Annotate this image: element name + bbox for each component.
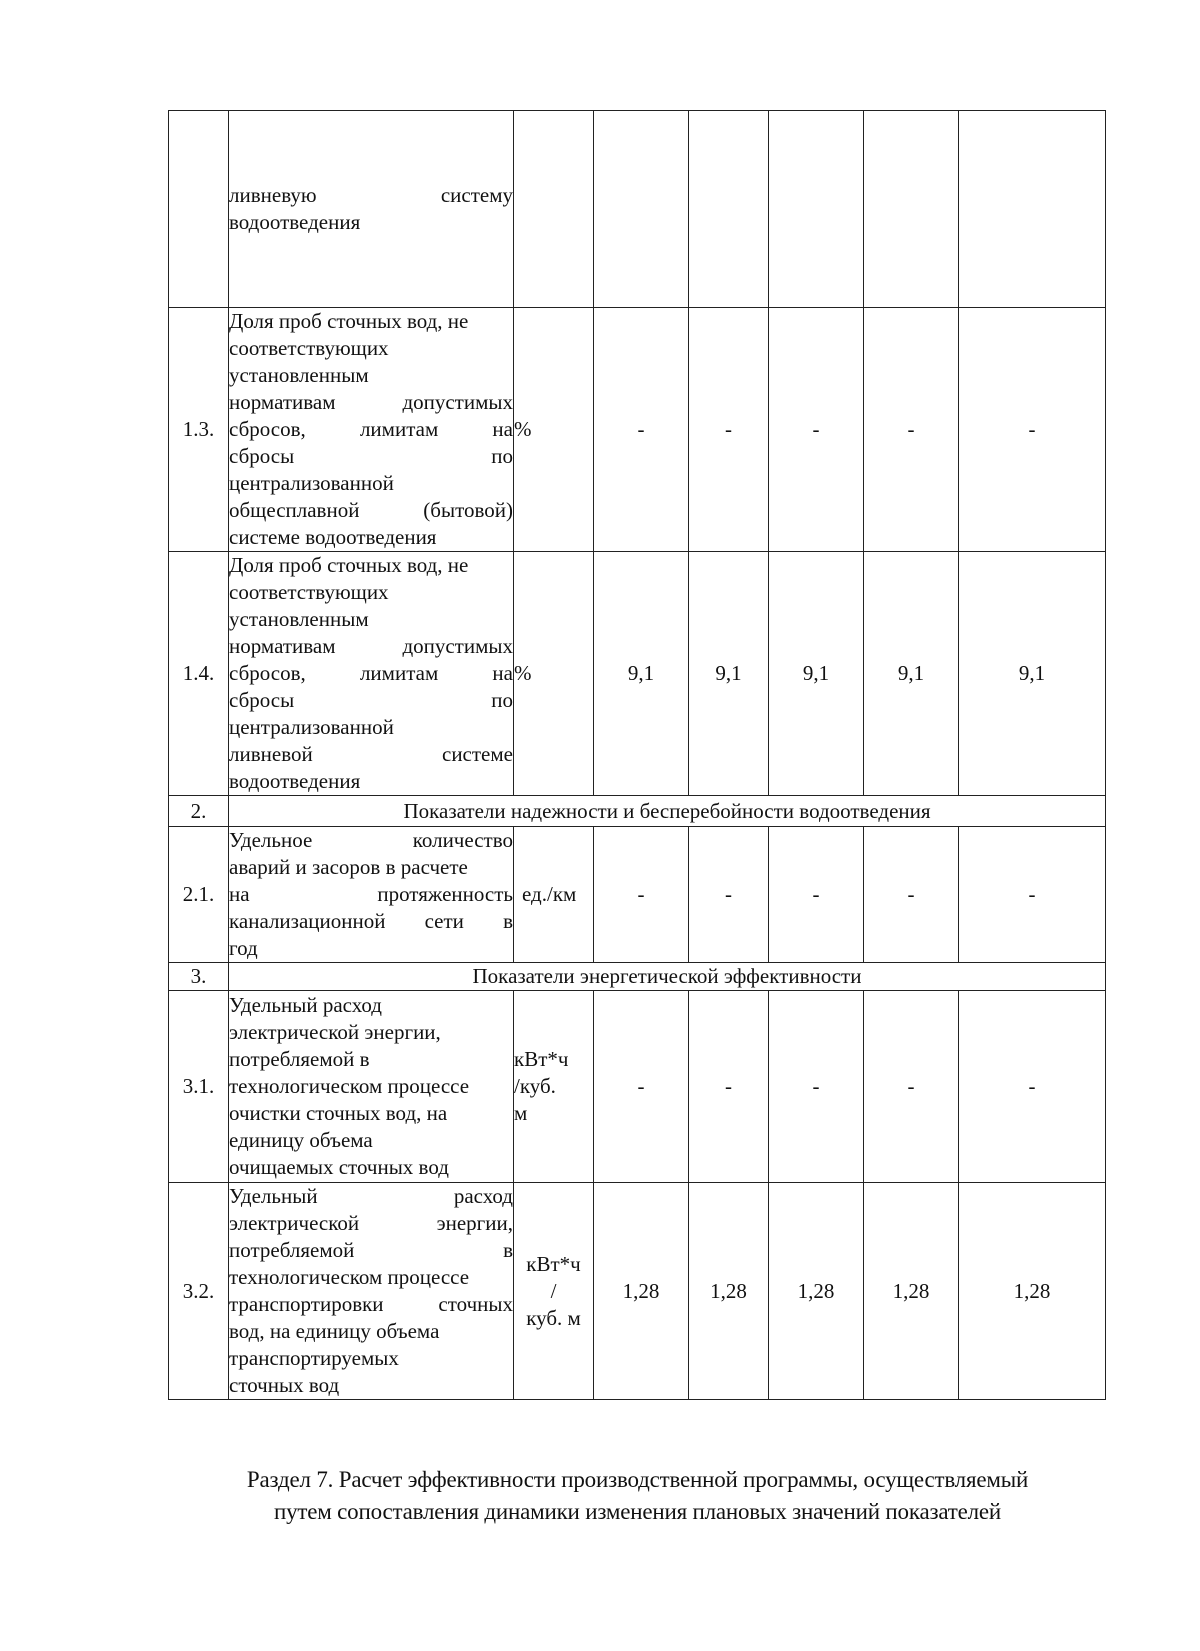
description-word: системе [442, 742, 513, 766]
section-number: 2. [169, 796, 229, 827]
description-word: сбросов, [229, 417, 306, 441]
description-line [229, 497, 513, 524]
description-word: потребляемой в [229, 1047, 370, 1071]
description-word: электрической [229, 1211, 360, 1235]
description-word: Доля проб сточных вод, не [229, 553, 469, 577]
description-line [229, 1183, 513, 1210]
unit-cell: ед./км [514, 827, 594, 963]
description-line [229, 768, 513, 795]
description-line [229, 308, 513, 335]
value-cell: 9,1 [769, 552, 864, 796]
description-word: сети [424, 909, 464, 933]
description-word: (бытовой) [423, 498, 513, 522]
unit-line: м [514, 1101, 528, 1125]
description-line [229, 470, 513, 497]
description-word: Удельный [229, 1184, 318, 1208]
value-cell: 1,28 [769, 1183, 864, 1400]
description-word: потребляемой [229, 1238, 355, 1262]
unit-line: /куб. [514, 1074, 556, 1098]
value-cell: - [689, 308, 769, 552]
value-cell: - [959, 991, 1106, 1183]
description-line [229, 992, 513, 1019]
description-word: сточных вод [229, 1373, 340, 1397]
description-word: установленным [229, 607, 369, 631]
value-cell: 9,1 [594, 552, 689, 796]
description-word: на [492, 417, 513, 441]
row-number-cell: 2.1. [169, 827, 229, 963]
row-number-cell: 1.4. [169, 552, 229, 796]
description-word: общесплавной [229, 498, 360, 522]
value-cell: - [959, 827, 1106, 963]
description-line [229, 182, 513, 209]
unit-cell [514, 1183, 594, 1400]
description-line [229, 854, 513, 881]
description-line [229, 1073, 513, 1100]
section-row-2 [169, 796, 1106, 827]
section-title: Показатели надежности и бесперебойности водоотведения [229, 796, 1106, 827]
description-line [229, 362, 513, 389]
description-line [229, 1046, 513, 1073]
value-cell: - [689, 991, 769, 1183]
indicator-description [229, 827, 514, 963]
value-cell: - [959, 308, 1106, 552]
description-word: расход [453, 1184, 513, 1208]
indicator-description [229, 552, 514, 796]
description-word: водоотведения [229, 210, 361, 234]
value-cell: 9,1 [959, 552, 1106, 796]
section-7-heading [150, 1464, 1125, 1528]
table-row-1-4 [169, 552, 1106, 796]
description-word: сбросов, [229, 661, 306, 685]
description-word: установленным [229, 363, 369, 387]
description-line [229, 1372, 513, 1399]
description-word: очищаемых сточных вод [229, 1155, 449, 1179]
unit-line: куб. м [526, 1305, 581, 1330]
description-line [229, 827, 513, 854]
value-cell: 9,1 [689, 552, 769, 796]
description-word: систему [440, 183, 513, 207]
description-line [229, 579, 513, 606]
row-number-cell [169, 111, 229, 308]
description-line [229, 687, 513, 714]
description-word: аварий и засоров в расчете [229, 855, 468, 879]
description-line [229, 908, 513, 935]
unit-line: кВт*ч [514, 1047, 569, 1071]
description-word: водоотведения [229, 769, 361, 793]
description-line [229, 1100, 513, 1127]
table-row-3-2 [169, 1183, 1106, 1400]
indicators-table [168, 110, 1106, 1400]
description-word: сточных [438, 1292, 513, 1316]
description-word: на [492, 661, 513, 685]
description-line [229, 741, 513, 768]
description-word: Доля проб сточных вод, не [229, 309, 469, 333]
value-cell: - [594, 308, 689, 552]
unit-cell [514, 991, 594, 1183]
section-row-3 [169, 963, 1106, 991]
description-line [229, 1318, 513, 1345]
description-word: вод, на единицу объема [229, 1319, 440, 1343]
description-word: количество [412, 828, 513, 852]
description-line [229, 660, 513, 687]
value-cell: 1,28 [959, 1183, 1106, 1400]
description-word: нормативам [229, 634, 336, 658]
description-word: технологическом процессе [229, 1265, 470, 1289]
indicator-description [229, 308, 514, 552]
value-cell: - [864, 827, 959, 963]
unit-cell: % [514, 552, 594, 796]
heading-line-1: Раздел 7. Расчет эффективности производственной программы, осуществляемый [246, 1467, 1029, 1492]
description-word: электрической энергии, [229, 1020, 441, 1044]
row-number-cell: 3.2. [169, 1183, 229, 1400]
description-word: соответствующих [229, 580, 389, 604]
indicator-description [229, 111, 514, 308]
description-line [229, 881, 513, 908]
description-line [229, 1345, 513, 1372]
description-line [229, 389, 513, 416]
description-word: сбросы [229, 444, 295, 468]
section-title: Показатели энергетической эффективности [229, 963, 1106, 991]
description-word: допустимых [402, 390, 513, 414]
description-line [229, 524, 513, 551]
description-word: Удельное [229, 828, 313, 852]
indicator-description [229, 1183, 514, 1400]
value-cell: 1,28 [864, 1183, 959, 1400]
description-line [229, 1237, 513, 1264]
description-line [229, 1291, 513, 1318]
section-number: 3. [169, 963, 229, 991]
description-line [229, 1210, 513, 1237]
description-word: централизованной [229, 715, 394, 739]
table-row-2-1 [169, 827, 1106, 963]
description-word: лимитам [359, 661, 439, 685]
table-row-continuation [169, 111, 1106, 308]
description-line [229, 633, 513, 660]
description-word: системе водоотведения [229, 525, 437, 549]
description-word: канализационной [229, 909, 386, 933]
description-word: транспортируемых [229, 1346, 399, 1370]
description-line [229, 714, 513, 741]
description-word: сбросы [229, 688, 295, 712]
description-line [229, 1019, 513, 1046]
description-word: лимитам [359, 417, 439, 441]
row-number-cell: 3.1. [169, 991, 229, 1183]
value-cell: - [864, 308, 959, 552]
unit-line: / [550, 1278, 557, 1303]
unit-cell: % [514, 308, 594, 552]
description-line [229, 1154, 513, 1181]
description-word: допустимых [402, 634, 513, 658]
unit-line: кВт*ч [526, 1251, 581, 1276]
description-word: в [503, 1238, 513, 1262]
description-word: ливневую [229, 183, 317, 207]
description-word: ливневой [229, 742, 313, 766]
description-line [229, 335, 513, 362]
description-word: транспортировки [229, 1292, 384, 1316]
table-row-1-3 [169, 308, 1106, 552]
description-word: соответствующих [229, 336, 389, 360]
value-cell: - [864, 991, 959, 1183]
indicator-description [229, 991, 514, 1183]
value-cell: - [769, 308, 864, 552]
value-cell: 9,1 [864, 552, 959, 796]
description-word: централизованной [229, 471, 394, 495]
description-word: Удельный расход [229, 993, 382, 1017]
value-cell: - [769, 827, 864, 963]
description-word: единицу объема [229, 1128, 373, 1152]
description-line [229, 606, 513, 633]
description-word: на [229, 882, 250, 906]
value-cell: - [769, 991, 864, 1183]
description-line [229, 1264, 513, 1291]
description-line [229, 443, 513, 470]
value-cell: 1,28 [689, 1183, 769, 1400]
table-row-3-1 [169, 991, 1106, 1183]
description-word: год [229, 936, 258, 960]
description-word: очистки сточных вод, на [229, 1101, 448, 1125]
description-line [229, 416, 513, 443]
description-word: энергии, [436, 1211, 513, 1235]
description-word: по [491, 688, 513, 712]
value-cell: - [594, 991, 689, 1183]
description-word: протяженность [377, 882, 513, 906]
description-line [229, 209, 513, 236]
row-number-cell: 1.3. [169, 308, 229, 552]
description-word: в [503, 909, 513, 933]
description-word: нормативам [229, 390, 336, 414]
value-cell: - [689, 827, 769, 963]
description-word: технологическом процессе [229, 1074, 470, 1098]
description-line [229, 1127, 513, 1154]
description-line [229, 552, 513, 579]
description-line [229, 935, 513, 962]
heading-line-2: путем сопоставления динамики изменения плановых значений показателей [273, 1499, 1002, 1524]
value-cell: 1,28 [594, 1183, 689, 1400]
value-cell: - [594, 827, 689, 963]
description-word: по [491, 444, 513, 468]
